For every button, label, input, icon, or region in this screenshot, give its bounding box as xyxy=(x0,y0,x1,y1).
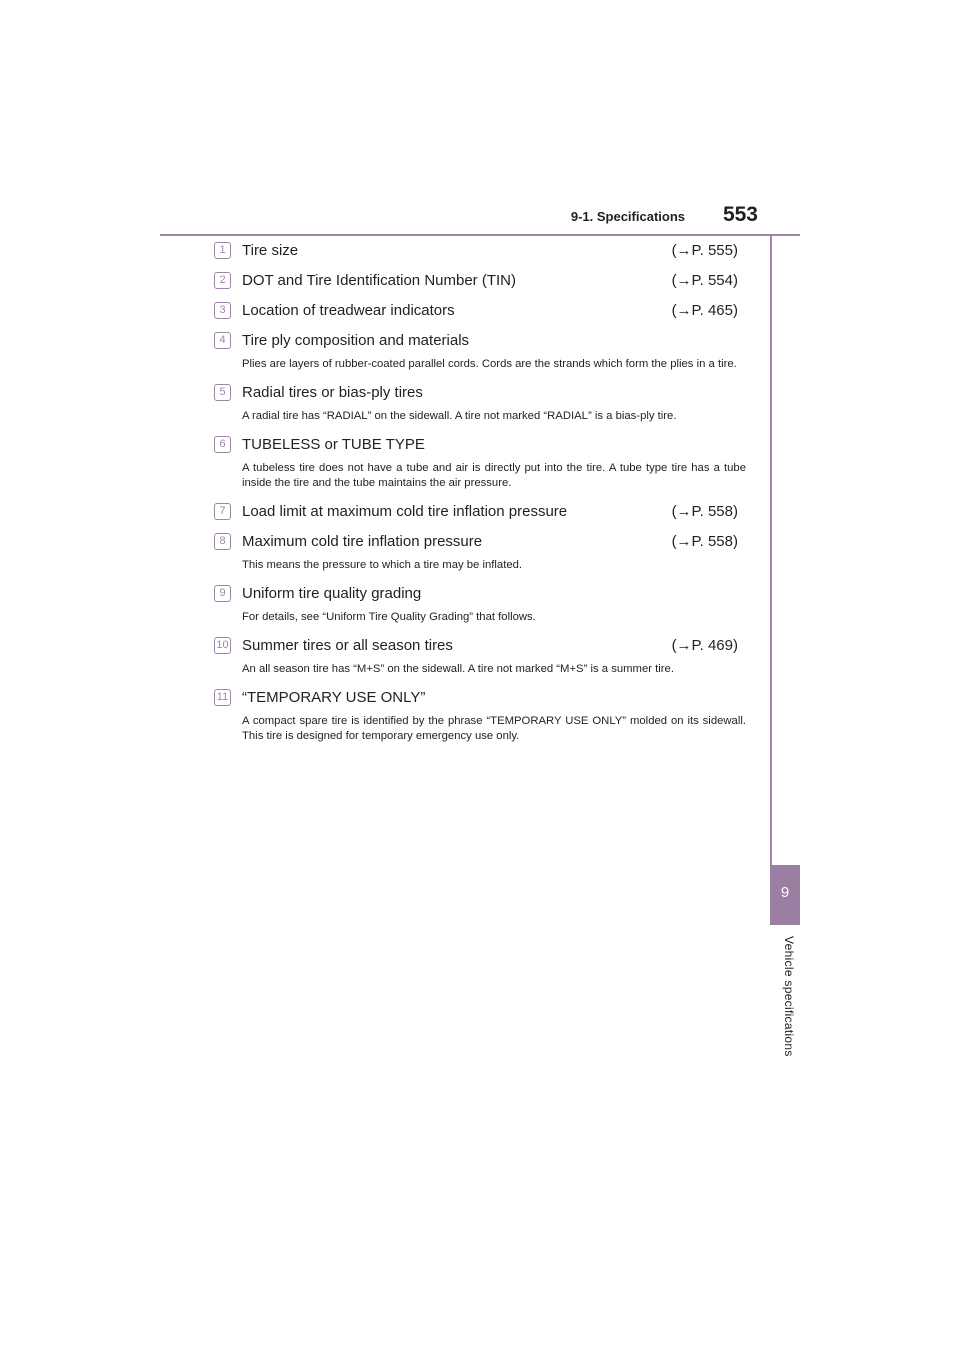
list-item xyxy=(214,296,746,326)
item-number-badge: 10 xyxy=(214,637,231,654)
item-number-badge: 11 xyxy=(214,689,231,706)
item-number-badge: 5 xyxy=(214,384,231,401)
page-reference-link[interactable]: (→P. 554) xyxy=(671,272,738,289)
item-title: Tire ply composition and materials xyxy=(242,332,470,349)
item-number-badge: 6 xyxy=(214,436,231,453)
list-item xyxy=(214,326,746,372)
list-item xyxy=(214,527,746,573)
tire-label-list xyxy=(214,236,746,750)
item-title: Summer tires or all season tires xyxy=(242,637,453,654)
item-number-badge: 8 xyxy=(214,533,231,550)
list-item xyxy=(214,430,746,491)
item-number-badge: 9 xyxy=(214,585,231,602)
item-title: Uniform tire quality grading xyxy=(242,585,422,602)
chapter-tab: 9 xyxy=(770,865,800,925)
item-description: Plies are layers of rubber-coated parallel cords. Cords are the strands which form the plies in a tire. xyxy=(242,358,737,370)
item-description: A tubeless tire does not have a tube and air is directly put into the tire. A tube type tire has a tube inside the tire and the tube maintains the air pressure. xyxy=(242,462,746,489)
item-number-badge: 1 xyxy=(214,242,231,259)
page-header xyxy=(160,200,800,236)
item-description: For details, see “Uniform Tire Quality Grading” that follows. xyxy=(242,611,536,623)
list-item xyxy=(214,683,746,744)
page-reference-link[interactable]: (→P. 465) xyxy=(671,302,738,319)
list-item xyxy=(214,236,746,266)
item-title: Maximum cold tire inflation pressure xyxy=(242,533,483,550)
page-number: 553 xyxy=(722,203,758,226)
item-number-badge: 4 xyxy=(214,332,231,349)
item-title: “TEMPORARY USE ONLY” xyxy=(242,689,426,706)
item-title: Load limit at maximum cold tire inflation pressure xyxy=(242,503,568,520)
page-reference-link[interactable]: (→P. 469) xyxy=(671,637,738,654)
list-item xyxy=(214,497,746,527)
item-title: TUBELESS or TUBE TYPE xyxy=(242,436,425,453)
chapter-label: Vehicle specifications xyxy=(782,936,796,1057)
item-title: Location of treadwear indicators xyxy=(242,302,455,319)
item-title: DOT and Tire Identification Number (TIN) xyxy=(242,272,516,289)
list-item xyxy=(214,579,746,625)
item-number-badge: 2 xyxy=(214,272,231,289)
page-reference-link[interactable]: (→P. 558) xyxy=(671,533,738,550)
item-title: Radial tires or bias-ply tires xyxy=(242,384,423,401)
item-description: An all season tire has “M+S” on the sidewall. A tire not marked “M+S” is a summer tire. xyxy=(242,663,674,675)
item-description: A compact spare tire is identified by the phrase “TEMPORARY USE ONLY” molded on its sidewall. This tire is designed for temporary emergency use only. xyxy=(242,715,746,742)
section-title: 9-1. Specifications xyxy=(570,209,685,224)
list-item xyxy=(214,631,746,677)
side-divider xyxy=(770,235,772,865)
page-reference-link[interactable]: (→P. 555) xyxy=(671,242,738,259)
item-description: This means the pressure to which a tire may be inflated. xyxy=(242,559,523,571)
item-title: Tire size xyxy=(242,242,299,259)
list-item xyxy=(214,266,746,296)
item-number-badge: 3 xyxy=(214,302,231,319)
item-number-badge: 7 xyxy=(214,503,231,520)
page-reference-link[interactable]: (→P. 558) xyxy=(671,503,738,520)
list-item xyxy=(214,378,746,424)
item-description: A radial tire has “RADIAL” on the sidewall. A tire not marked “RADIAL” is a bias-ply tire. xyxy=(242,410,677,422)
